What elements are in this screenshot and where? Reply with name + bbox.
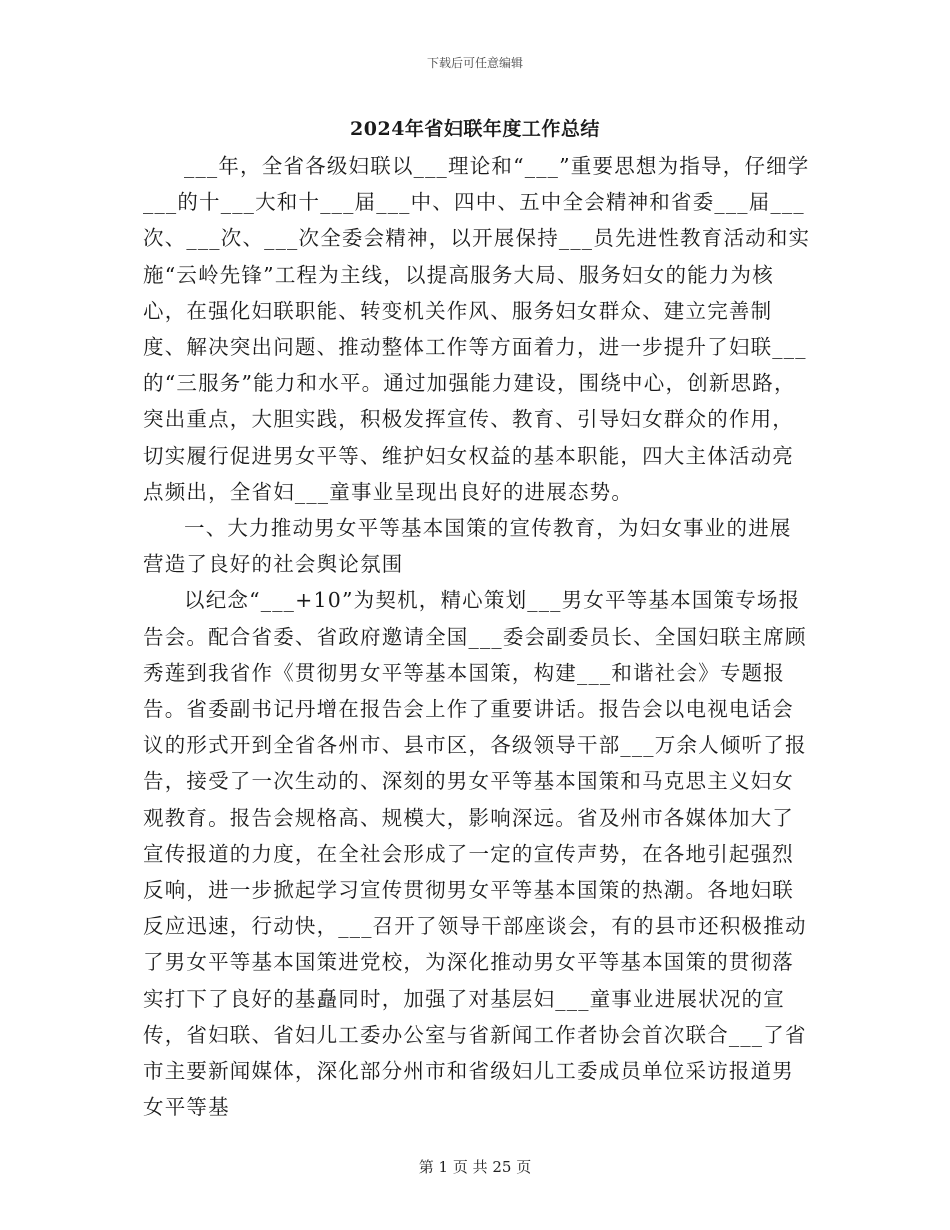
document-title: 2024年省妇联年度工作总结 [350, 118, 600, 140]
page-footer: 第 1 页 共 25 页 [418, 1158, 532, 1176]
header-note: 下载后可任意编辑 [426, 56, 523, 70]
paragraph-intro: ___年，全省各级妇联以___理论和“___”重要思想为指导，仔细学___的十___大和十___届___中、四中、五中全会精神和省委___届___次、___次、___次全委会精神，以开展保持___员先进性教育活动和实施“云岭先锋”工程为主线，以提高服务大局、服务妇女的能力为核心，在强化妇联职能、转变机关作风、服务妇女群众、建立完善制度、解决突出问题、推动整体工作等方面着力，进一步提升了妇联___的“三服务”能力和水平。通过加强能力建设，围绕中心，创新思路，突出重点，大胆实践，积极发挥宣传、教育、引导妇女群众的作用，切实履行促进男女平等、维护妇女权益的基本职能，四大主体活动亮点频出，全省妇___童事业呈现出良好的进展态势。 [143, 154, 811, 504]
document-body [143, 148, 811, 1125]
paragraph-section-1: 以纪念“___+10”为契机，精心策划___男女平等基本国策专场报告会。配合省委、省政府邀请全国___委会副委员长、全国妇联主席顾秀莲到我省作《贯彻男女平等基本国策，构建___和谐社会》专题报告。省委副书记丹增在报告会上作了重要讲话。报告会以电视电话会议的形式开到全省各州市、县市区，各级领导干部___万余人倾听了报告，接受了一次生动的、深刻的男女平等基本国策和马克思主义妇女观教育。报告会规格高、规模大，影响深远。省及州市各媒体加大了宣传报道的力度，在全社会形成了一定的宣传声势，在各地引起强烈反响，进一步掀起学习宣传贯彻男女平等基本国策的热潮。各地妇联反应迅速，行动快，___召开了领导干部座谈会，有的县市还积极推动了男女平等基本国策进党校，为深化推动男女平等基本国策的贯彻落实打下了良好的基矗同时，加强了对基层妇___童事业进展状况的宣传，省妇联、省妇儿工委办公室与省新闻工作者协会首次联合___了省市主要新闻媒体，深化部分州市和省级妇儿工委成员单位采访报道男女平等基 [143, 588, 807, 1120]
section-heading-1: 一、大力推动男女平等基本国策的宣传教育，为妇女事业的进展营造了良好的社会舆论氛围 [143, 516, 792, 577]
